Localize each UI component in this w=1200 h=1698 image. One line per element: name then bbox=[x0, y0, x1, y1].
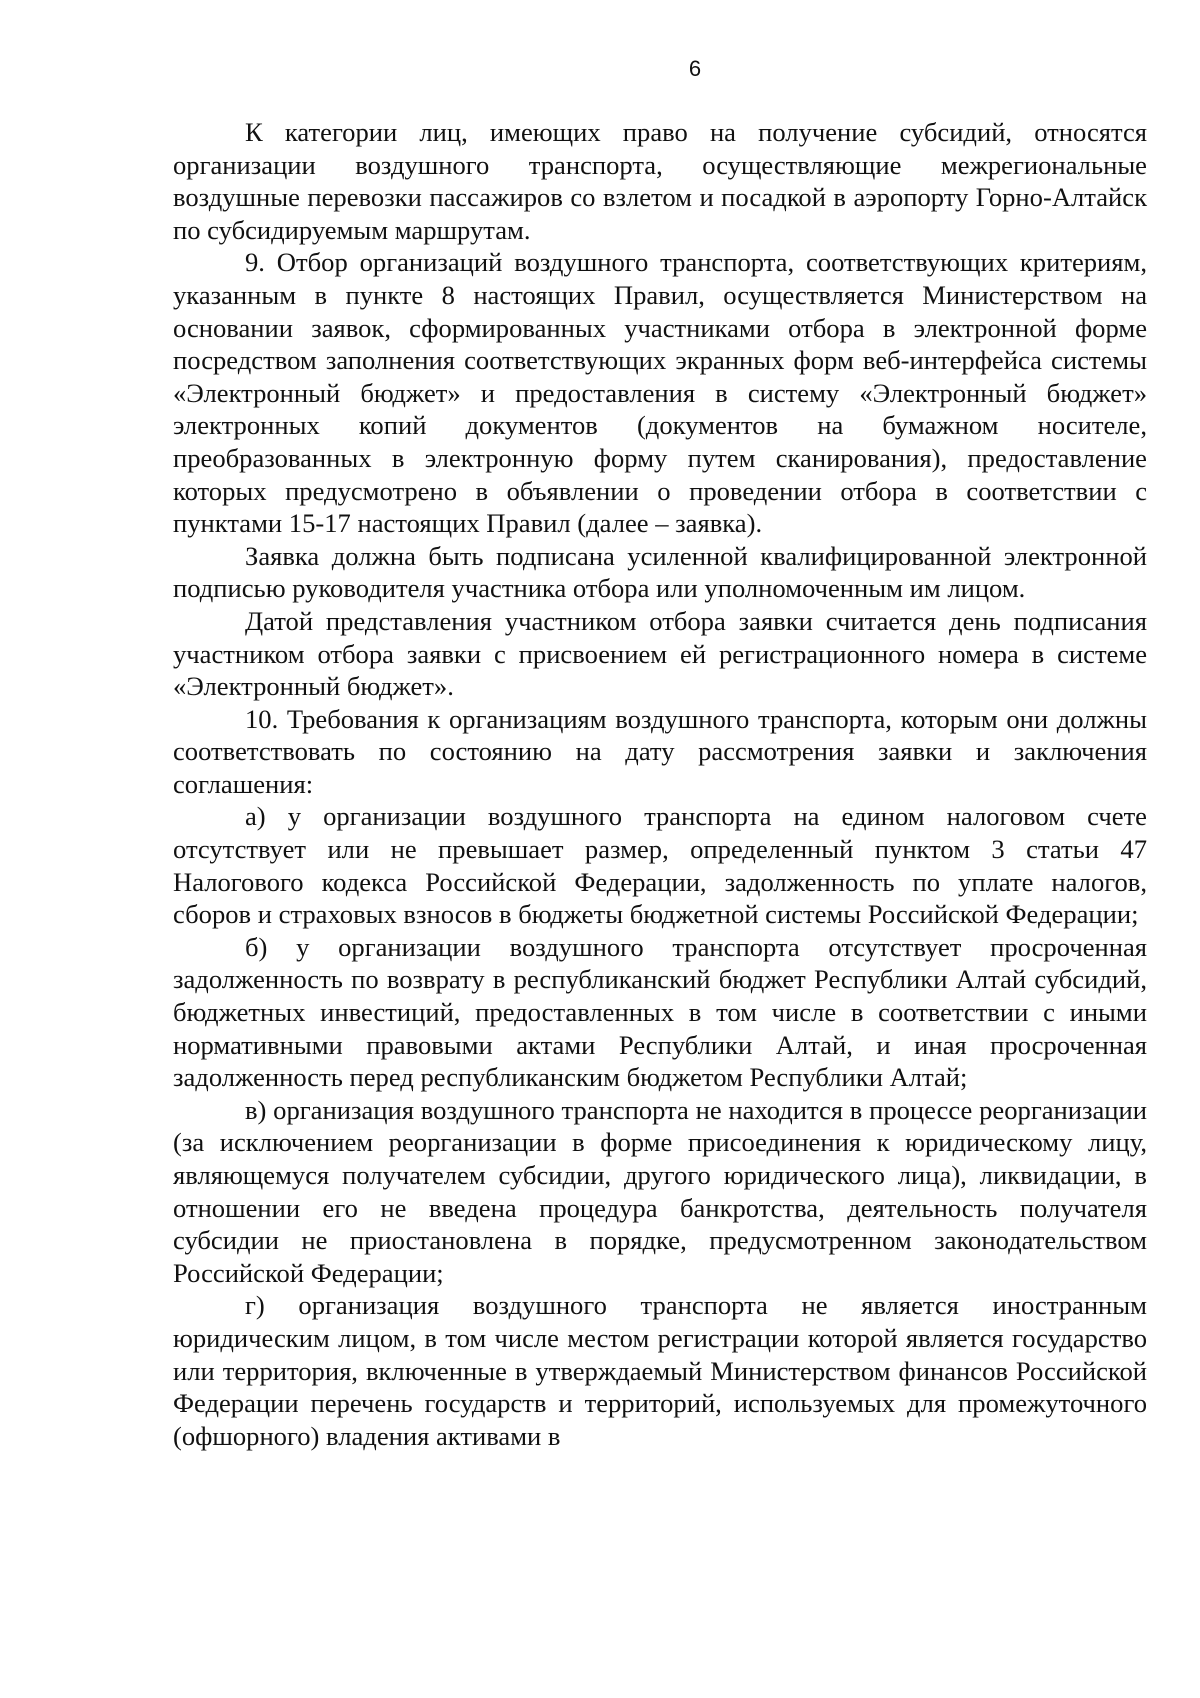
paragraph-requirement-a: а) у организации воздушного транспорта на едином налоговом счете отсутствует или не превышает размер, определенный пунктом 3 статьи 47 Налогового кодекса Российской Федерации, задолженность по уплате налогов, сборов и страховых взносов в бюджеты бюджетной системы Российской Федерации; bbox=[173, 801, 1147, 930]
paragraph-10-requirements: 10. Требования к организациям воздушного транспорта, которым они должны соответствовать по состоянию на дату рассмотрения заявки и заключения соглашения: bbox=[173, 703, 1147, 799]
paragraph-subsidy-recipients: К категории лиц, имеющих право на получение субсидий, относятся организации воздушного транспорта, осуществляющие межрегиональные воздушные перевозки пассажиров со взлетом и посадкой в аэропорту Горно-Алтайск по субсидируемым маршрутам. bbox=[173, 117, 1147, 245]
page-number: 6 bbox=[688, 56, 702, 81]
paragraph-9-selection: 9. Отбор организаций воздушного транспорта, соответствующих критериям, указанным в пункте 8 настоящих Правил, осуществляется Министерством на основании заявок, сформированных участниками отбора в электронной форме посредством заполнения соответствующих экранных форм веб-интерфейса системы «Электронный бюджет» и предоставления в систему «Электронный бюджет» электронных копий документов (документов на бумажном носителе, преобразованных в электронную форму путем сканирования), предоставление которых предусмотрено в объявлении о проведении отбора в соответствии с пунктами 15-17 настоящих Правил (далее – заявка). bbox=[173, 247, 1147, 539]
paragraph-application-signature: Заявка должна быть подписана усиленной квалифицированной электронной подписью руководителя участника отбора или уполномоченным им лицом. bbox=[173, 540, 1147, 604]
paragraph-submission-date: Датой представления участником отбора заявки считается день подписания участником отбора заявки с присвоением ей регистрационного номера в системе «Электронный бюджет». bbox=[173, 605, 1147, 702]
paragraph-requirement-g: г) организация воздушного транспорта не является иностранным юридическим лицом, в том числе местом регистрации которой является государство или территория, включенные в утверждаемый Министерством финансов Российской Федерации перечень государств и территорий, используемых для промежуточного (офшорного) владения активами в bbox=[173, 1290, 1147, 1451]
paragraph-requirement-b: б) у организации воздушного транспорта отсутствует просроченная задолженность по возврату в республиканский бюджет Республики Алтай субсидий, бюджетных инвестиций, предоставленных в том числе в соответствии с иными нормативными правовыми актами Республики Алтай, и иная просроченная задолженность перед республиканским бюджетом Республики Алтай; bbox=[173, 931, 1147, 1093]
paragraph-requirement-v: в) организация воздушного транспорта не находится в процессе реорганизации (за исключением реорганизации в форме присоединения к юридическому лицу, являющемуся получателем субсидии, другого юридического лица), ликвидации, в отношении его не введена процедура банкротства, деятельность получателя субсидии не приостановлена в порядке, предусмотренном законодательством Российской Федерации; bbox=[173, 1094, 1147, 1288]
document-body bbox=[173, 116, 1147, 1452]
